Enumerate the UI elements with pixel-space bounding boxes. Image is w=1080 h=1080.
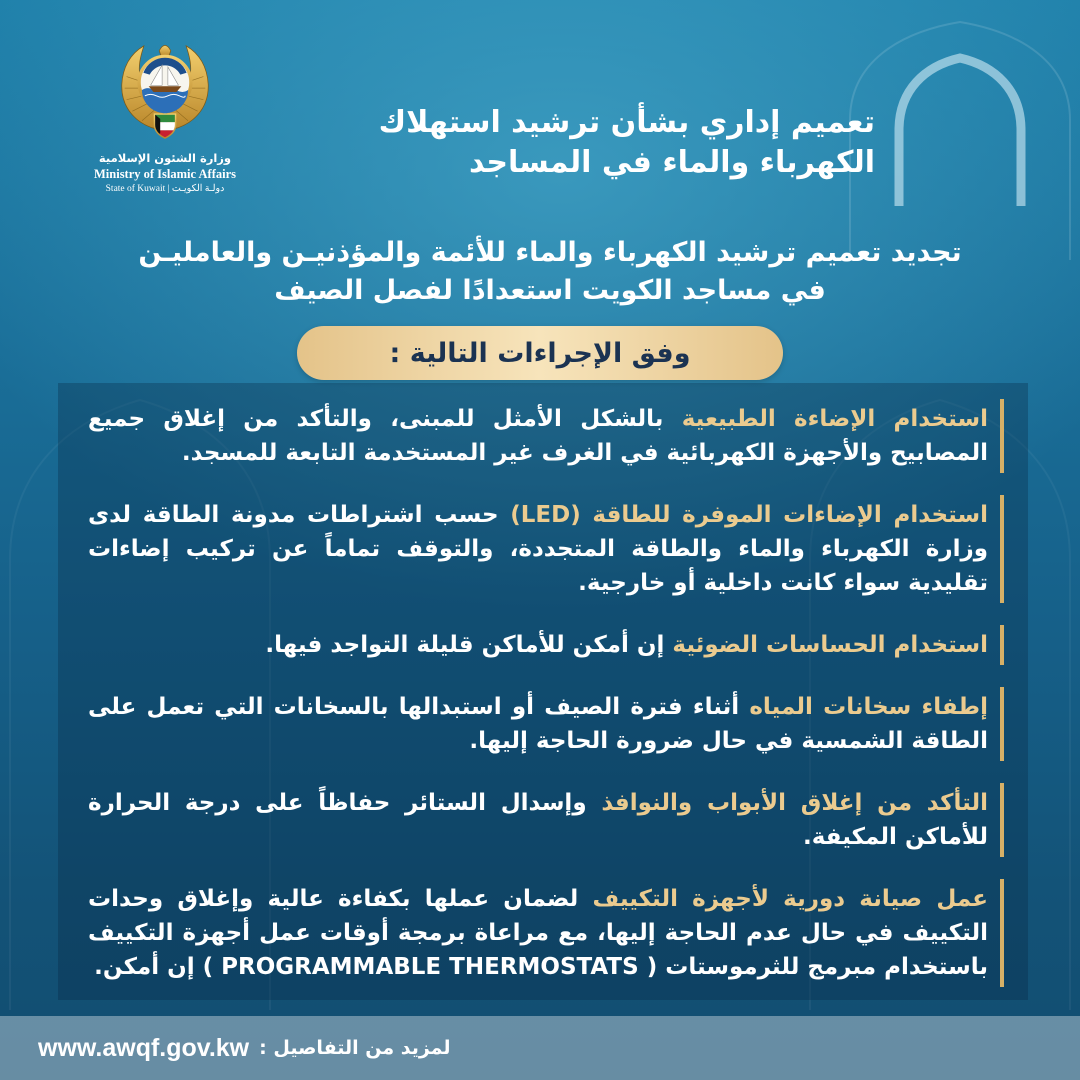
page-title [379,103,875,183]
kuwait-emblem-icon [117,38,213,144]
procedure-text: حسب اشتراطات مدونة الطاقة لدى وزارة الكهرباء والماء والطاقة المتجددة، والتوقف تماماً عن تركيب إضاءات تقليدية سواء كانت داخلية أو خارجية. [88,502,988,596]
procedure-highlight: إطفاء سخانات المياه [749,694,988,720]
procedure-text: لضمان عملها بكفاءة عالية وإغلاق وحدات التكييف في حال عدم الحاجة إليها، مع مراعاة برمجة أوقات عمل أجهزة التكييف باستخدام مبرمج للثرموستات ( PROGRAMMABLE THERMOSTATS ) إن أمكن. [88,886,988,980]
procedure-text: وإسدال الستائر حفاظاً على درجة الحرارة للأماكن المكيفة. [88,790,988,850]
ministry-logo [75,38,255,196]
state-of-kuwait-line: State of Kuwait | دولـة الكويـت [105,184,225,194]
procedure-item [88,495,1004,603]
procedure-text: إن أمكن للأماكن قليلة التواجد فيها. [265,632,665,658]
ministry-name-arabic: وزارة الشئون الإسلامية [98,151,232,165]
procedure-highlight: التأكد من إغلاق الأبواب والنوافذ [601,790,989,816]
procedure-item [88,783,1004,857]
procedure-item [88,399,1004,473]
ministry-name-english: Ministry of Islamic Affairs [94,167,236,181]
procedures-label-pill [297,326,783,380]
procedure-item [88,879,1004,987]
procedure-highlight: استخدام الإضاءة الطبيعية [681,406,988,432]
procedure-highlight: استخدام الإضاءات الموفرة للطاقة (LED) [510,502,988,528]
procedure-item [88,625,1004,665]
title-line-1: تعميم إداري بشأن ترشيد استهلاك [378,105,875,140]
procedure-item [88,687,1004,761]
procedures-label: وفق الإجراءات التالية : [389,337,691,369]
procedure-highlight: عمل صيانة دورية لأجهزة التكييف [592,886,988,912]
subtitle [40,234,1060,310]
footer-bar [0,1016,1080,1080]
subtitle-line-1: تجديد تعميم ترشيد الكهرباء والماء للأئمة والمؤذنيـن والعامليـن [138,237,962,268]
more-details-label: لمزيد من التفاصيل : [259,1037,451,1059]
title-line-2: الكهرباء والماء في المساجد [469,145,875,180]
subtitle-line-2: في مساجد الكويت استعدادًا لفصل الصيف [274,275,826,306]
procedure-text: بالشكل الأمثل للمبنى، والتأكد من إغلاق جميع المصابيح والأجهزة الكهربائية في الغرف غير المستخدمة التابعة للمسجد. [88,406,988,466]
procedure-highlight: استخدام الحساسات الضوئية [672,632,988,658]
procedures-list [88,399,1004,987]
procedure-text: أثناء فترة الصيف أو استبدالها بالسخانات التي تعمل على الطاقة الشمسية في حال ضرورة الحاجة إليها. [88,694,988,754]
website-link[interactable]: www.awqf.gov.kw [38,1033,250,1062]
